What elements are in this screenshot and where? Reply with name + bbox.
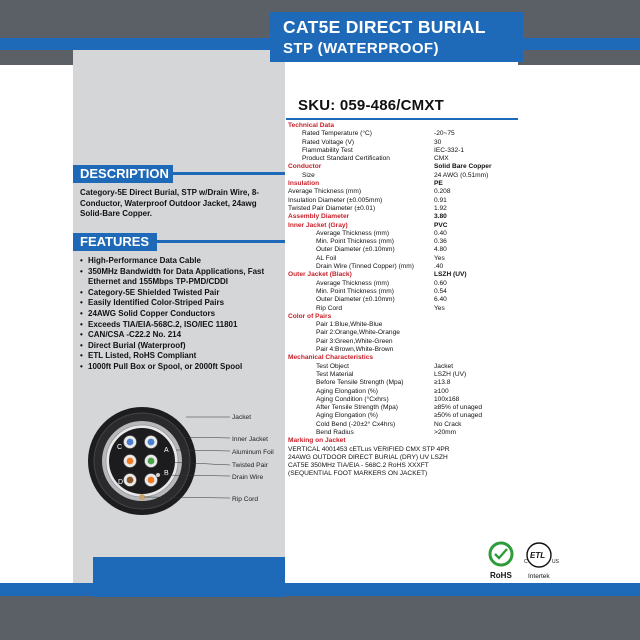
spec-value: LSZH (UV) <box>434 271 467 279</box>
spec-label: Average Thickness (mm) <box>316 279 390 287</box>
spec-value: No Crack <box>434 420 462 428</box>
spec-label: AL Foil <box>316 254 337 262</box>
title-line-1: CAT5E DIRECT BURIAL <box>283 17 486 37</box>
spec-value: 6.40 <box>434 296 447 304</box>
spec-row <box>288 338 520 346</box>
marking-line: CAT5E 350MHz TIA/EIA - 568C.2 RoHS XXXFT <box>288 462 429 470</box>
pair-letter-a: A <box>164 447 169 454</box>
spec-label: Test Object <box>316 362 349 370</box>
spec-row <box>288 288 520 296</box>
spec-value <box>434 354 520 362</box>
spec-value <box>434 329 520 337</box>
spec-row <box>288 321 520 329</box>
sku-label: SKU: 059-486/CMXT <box>298 97 444 114</box>
rohs-logo <box>490 543 512 580</box>
spec-row <box>288 172 520 180</box>
spec-value: Yes <box>434 254 445 262</box>
spec-value <box>434 437 520 445</box>
feature-item: • ETL Listed, RoHS Compliant <box>80 351 285 362</box>
certification-logos <box>486 540 562 584</box>
spec-row <box>288 155 520 163</box>
spec-value: ≥50% of unaged <box>434 412 482 420</box>
spec-value: ≥13.8 <box>434 379 451 387</box>
spec-row <box>288 147 520 155</box>
spec-label: Aging Elongation (%) <box>316 387 378 395</box>
spec-value: LSZH (UV) <box>434 370 467 378</box>
spec-label: Min. Point Thickness (mm) <box>316 238 394 246</box>
spec-label: Conductor <box>288 163 322 171</box>
marking-line: VERTICAL 4001453 cETLus VERIFIED CMX STP 4PR <box>288 445 450 453</box>
spec-label: Outer Jacket (Black) <box>288 271 352 279</box>
spec-value: ≥85% of unaged <box>434 404 482 412</box>
spec-value: >20mm <box>434 428 457 436</box>
spec-row <box>288 404 520 412</box>
spec-label: Assembly Diameter <box>288 213 350 221</box>
spec-value: 0.54 <box>434 287 447 295</box>
spec-row <box>288 188 520 196</box>
spec-row <box>288 396 520 404</box>
spec-row <box>288 379 520 387</box>
spec-value <box>434 122 520 130</box>
spec-row <box>288 296 520 304</box>
spec-row <box>288 280 520 288</box>
spec-value: 0.36 <box>434 238 447 246</box>
spec-label: Inner Jacket (Gray) <box>288 221 348 229</box>
spec-row <box>288 437 520 445</box>
spec-value: 24 AWG (0.51mm) <box>434 171 489 179</box>
sku-divider <box>286 118 518 120</box>
us-mark: US <box>552 559 559 565</box>
label-jacket: Jacket <box>232 414 252 421</box>
spec-label: Marking on Jacket <box>288 437 346 445</box>
label-twisted-pair: Twisted Pair <box>232 462 268 469</box>
spec-row <box>288 130 520 138</box>
spec-label: Drain Wire (Tinned Copper) (mm) <box>316 263 414 271</box>
spec-row <box>288 412 520 420</box>
spec-row <box>288 313 520 321</box>
spec-label: Mechanical Characteristics <box>288 354 374 362</box>
spec-label: Average Thickness (mm) <box>316 229 390 237</box>
spec-row <box>288 222 520 230</box>
spec-label: Rated Temperature (°C) <box>302 130 372 138</box>
pair-letter-d: D <box>118 479 124 486</box>
feature-item: • Exceeds TIA/EIA-568C.2, ISO/IEC 11801 <box>80 320 285 331</box>
rohs-text: RoHS <box>490 571 512 580</box>
spec-row <box>288 246 520 254</box>
spec-value: 0.60 <box>434 279 447 287</box>
pair-letter-b: B <box>164 470 169 477</box>
spec-row <box>288 180 520 188</box>
spec-label: Insulation Diameter (±0.005mm) <box>288 196 383 204</box>
spec-row <box>288 429 520 437</box>
spec-row <box>288 255 520 263</box>
spec-value: PE <box>434 180 443 188</box>
spec-value: PVC <box>434 221 448 229</box>
spec-row <box>288 163 520 171</box>
spec-row <box>288 329 520 337</box>
spec-label: Cold Bend (-20±2° Cx4hrs) <box>316 420 396 428</box>
spec-value: Jacket <box>434 362 454 370</box>
drain-wire-dot <box>156 473 160 477</box>
spec-value: 0.40 <box>434 229 447 237</box>
spec-label: Insulation <box>288 180 320 188</box>
features-rule <box>157 240 285 243</box>
description-text: Category-5E Direct Burial, STP w/Drain Wire, 8-Conductor, Waterproof Outdoor Jacket, 24awg Solid-Bare Copper. <box>80 188 259 218</box>
spec-row <box>288 197 520 205</box>
spec-row <box>288 305 520 313</box>
feature-item: • Category-5E Shielded Twisted Pair <box>80 288 285 299</box>
spec-label: Min. Point Thickness (mm) <box>316 287 394 295</box>
cable-cross-section-diagram <box>78 405 290 517</box>
label-rip-cord: Rip Cord <box>232 496 259 503</box>
title-line-2: STP (WATERPROOF) <box>283 40 439 57</box>
spec-row <box>288 388 520 396</box>
feature-item: • Direct Burial (Waterproof) <box>80 341 285 352</box>
spec-value: 0.208 <box>434 188 451 196</box>
description-heading: DESCRIPTION <box>73 165 173 183</box>
feature-item: • Easily Identified Color-Striped Pairs <box>80 298 285 309</box>
spec-rows <box>288 122 520 446</box>
spec-label: Twisted Pair Diameter (±0.01) <box>288 204 376 212</box>
spec-row <box>288 371 520 379</box>
spec-label: Outer Diameter (±0.10mm) <box>316 296 395 304</box>
title-box <box>270 12 523 62</box>
spec-label: Pair 4:Brown,White-Brown <box>316 346 394 354</box>
spec-value: Yes <box>434 304 445 312</box>
spec-row <box>288 346 520 354</box>
bottom-blue-box <box>93 557 285 597</box>
marking-line: (SEQUENTIAL FOOT MARKERS ON JACKET) <box>288 470 428 478</box>
spec-row <box>288 230 520 238</box>
etl-text: ETL <box>530 551 546 560</box>
spec-value: 4.80 <box>434 246 447 254</box>
spec-label: Before Tensile Strength (Mpa) <box>316 379 404 387</box>
intertek-text: Intertek <box>528 573 550 580</box>
spec-label: After Tensile Strength (Mpa) <box>316 404 398 412</box>
spec-row <box>288 139 520 147</box>
spec-table <box>288 122 520 479</box>
spec-label: Pair 1:Blue,White-Blue <box>316 321 383 329</box>
spec-value: 1.92 <box>434 204 447 212</box>
spec-row <box>288 205 520 213</box>
label-inner-jacket: Inner Jacket <box>232 436 268 443</box>
spec-value: .40 <box>434 263 444 271</box>
label-aluminum-foil: Aluminum Foil <box>232 449 274 456</box>
spec-value: -20~75 <box>434 130 455 138</box>
spec-label: Pair 3:Green,White-Green <box>316 337 393 345</box>
spec-row <box>288 354 520 362</box>
spec-value: 0.91 <box>434 196 447 204</box>
bottom-band <box>0 596 640 640</box>
spec-value: 30 <box>434 138 442 146</box>
features-list <box>80 256 285 373</box>
feature-item: • 24AWG Solid Copper Conductors <box>80 309 285 320</box>
features-heading: FEATURES <box>73 233 157 251</box>
spec-value: 100x168 <box>434 395 460 403</box>
c-mark: C <box>524 559 528 565</box>
spec-label: Test Material <box>316 370 354 378</box>
spec-label: Flammability Test <box>302 146 353 154</box>
etl-logo <box>524 543 560 580</box>
feature-item: • CAN/CSA -C22.2 No. 214 <box>80 330 285 341</box>
spec-value <box>434 321 520 329</box>
spec-value: IEC-332-1 <box>434 146 465 154</box>
spec-value: ≥100 <box>434 387 449 395</box>
spec-value <box>434 338 520 346</box>
description-rule <box>173 172 285 175</box>
pair-letter-c: C <box>117 444 123 451</box>
marking-line: 24AWG OUTDOOR DIRECT BURIAL (DRY) UV LSZH <box>288 453 448 461</box>
spec-label: Aging Elongation (%) <box>316 412 378 420</box>
spec-label: Rip Cord <box>316 304 343 312</box>
spec-label: Average Thickness (mm) <box>288 188 362 196</box>
spec-row <box>288 363 520 371</box>
spec-label: Color of Pairs <box>288 312 332 320</box>
feature-item: • 1000ft Pull Box or Spool, or 2000ft Spool <box>80 362 285 373</box>
spec-label: Outer Diameter (±0.10mm) <box>316 246 395 254</box>
spec-value: CMX <box>434 155 449 163</box>
spec-label: Rated Voltage (V) <box>302 138 355 146</box>
spec-label: Product Standard Certification <box>302 155 390 163</box>
spec-row <box>288 238 520 246</box>
spec-row <box>288 263 520 271</box>
feature-item: • High-Performance Data Cable <box>80 256 285 267</box>
spec-label: Technical Data <box>288 122 335 129</box>
spec-row <box>288 122 520 130</box>
spec-row <box>288 421 520 429</box>
spec-value: Solid Bare Copper <box>434 163 492 171</box>
label-drain-wire: Drain Wire <box>232 474 264 481</box>
spec-value <box>434 313 520 321</box>
spec-row <box>288 213 520 221</box>
spec-row <box>288 271 520 279</box>
spec-label: Bend Radius <box>316 428 354 436</box>
spec-value: 3.80 <box>434 213 447 221</box>
spec-label: Size <box>302 171 315 179</box>
spec-label: Aging Condition (°Cxhrs) <box>316 395 389 403</box>
feature-item: • 350MHz Bandwidth for Data Applications, Fast Ethernet and 155Mbps TP-PMD/CDDI <box>80 267 285 288</box>
spec-value <box>434 346 520 354</box>
spec-label: Pair 2:Orange,White-Orange <box>316 329 400 337</box>
